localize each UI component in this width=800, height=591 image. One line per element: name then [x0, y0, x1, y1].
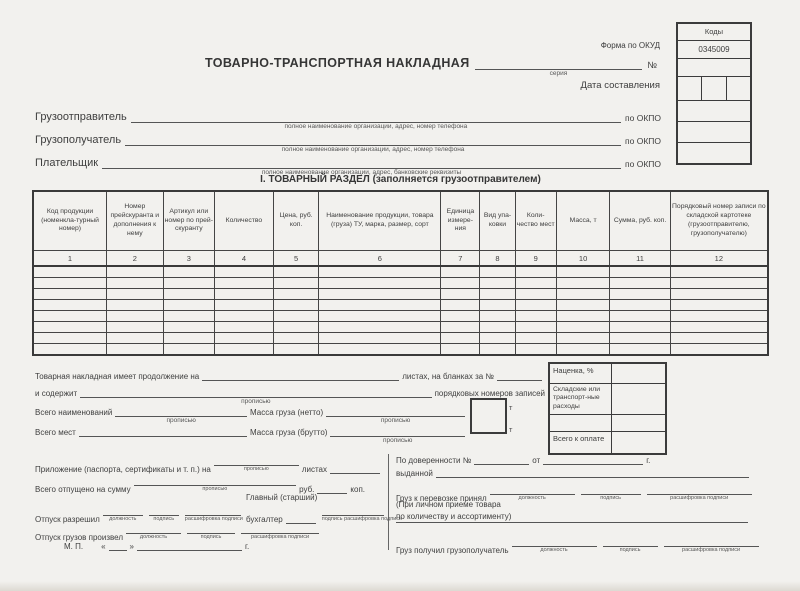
- stamp-year-label: г.: [245, 542, 250, 551]
- goods-empty-row: [33, 300, 768, 311]
- title-row: [205, 56, 657, 77]
- date-of-issue-label: Дата составления: [580, 80, 660, 91]
- okpo-code-cell-3: [678, 142, 750, 163]
- position-caption: должность: [518, 495, 546, 501]
- goods-empty-cell: [33, 289, 107, 300]
- goods-empty-cell: [273, 300, 319, 311]
- goods-empty-cell: [556, 300, 610, 311]
- goods-empty-cell: [441, 300, 480, 311]
- goods-col-header: Коли-чество мест: [515, 191, 556, 251]
- goods-empty-cell: [33, 344, 107, 356]
- goods-empty-cell: [610, 278, 670, 289]
- signature-line: [149, 506, 179, 516]
- goods-empty-cell: [515, 300, 556, 311]
- signatures-block: [0, 452, 800, 562]
- mass-gross-line: [330, 426, 465, 444]
- section-divider: [388, 454, 389, 550]
- goods-empty-cell: [441, 322, 480, 333]
- goods-col-header: Сумма, руб. коп.: [610, 191, 670, 251]
- storage-row: [550, 383, 665, 414]
- total-names-line: [115, 406, 247, 424]
- goods-empty-cell: [107, 300, 164, 311]
- waybill-number-line: [475, 57, 643, 77]
- goods-empty-cell: [670, 289, 768, 300]
- goods-empty-cell: [441, 344, 480, 356]
- received-decode-field: [664, 537, 759, 555]
- chief-accountant-row: [246, 506, 403, 524]
- received-label: Груз получил грузополучатель: [396, 545, 509, 555]
- number-code-cell: [678, 58, 750, 76]
- stamp-row: [64, 540, 249, 551]
- signature-caption: подпись: [600, 495, 622, 501]
- accepted-decode-field: [647, 485, 752, 503]
- goods-col-number: 5: [273, 251, 319, 267]
- goods-empty-cell: [319, 311, 441, 322]
- goods-col-number: 10: [556, 251, 610, 267]
- goods-empty-cell: [670, 278, 768, 289]
- storage-label: Складские или транспорт-ные расходы: [550, 384, 612, 414]
- signature-line: [187, 524, 235, 534]
- contains-line: [80, 387, 431, 405]
- total-due-label: Всего к оплате: [550, 432, 612, 453]
- goods-empty-cell: [33, 333, 107, 344]
- goods-col-header: Единица измере-ния: [441, 191, 480, 251]
- total-names-label: Всего наименований: [35, 408, 113, 417]
- goods-empty-cell: [670, 266, 768, 278]
- consignor-label: Грузоотправитель: [35, 111, 127, 123]
- goods-empty-cell: [107, 333, 164, 344]
- goods-empty-cell: [556, 289, 610, 300]
- poa-label: По доверенности №: [396, 456, 472, 465]
- release-allowed-row: [35, 506, 244, 524]
- okpo-code-cell-2: [678, 121, 750, 142]
- blank-row: [550, 414, 665, 431]
- released-sum-row: [35, 476, 365, 494]
- payer-caption: полное наименование организации, адрес, банковские реквизиты: [261, 169, 462, 176]
- goods-empty-cell: [215, 266, 274, 278]
- quote-close: »: [129, 542, 134, 551]
- goods-header-row: [33, 191, 768, 251]
- okpo-label-1: по ОКПО: [625, 113, 661, 123]
- position-line: [512, 537, 597, 547]
- quote-open: «: [101, 542, 106, 551]
- decode-line: [647, 485, 752, 495]
- total-names-row: [35, 406, 468, 424]
- sheets-label: листах: [301, 464, 327, 474]
- goods-empty-row: [33, 289, 768, 300]
- goods-empty-cell: [319, 289, 441, 300]
- goods-empty-cell: [107, 266, 164, 278]
- contains-label: и содержит: [35, 389, 78, 398]
- rub-label: руб.: [299, 484, 315, 494]
- goods-empty-cell: [515, 333, 556, 344]
- goods-empty-cell: [610, 289, 670, 300]
- release-allowed-label: Отпуск разрешил: [35, 514, 100, 524]
- position-caption: должность: [139, 534, 168, 540]
- goods-empty-cell: [441, 278, 480, 289]
- goods-empty-cell: [163, 289, 214, 300]
- stamp-label: М. П.: [64, 542, 84, 551]
- goods-empty-cell: [107, 311, 164, 322]
- continuation-label-1: Товарная накладная имеет продолжение на: [35, 372, 200, 381]
- date-cell-year: [727, 77, 750, 100]
- date-code-cells: [678, 76, 750, 100]
- issued-label: выданной: [396, 469, 433, 478]
- consignor-row: [35, 100, 661, 130]
- goods-table: [32, 190, 769, 356]
- continuation-number-line: [497, 370, 542, 381]
- goods-empty-row: [33, 311, 768, 322]
- goods-empty-row: [33, 266, 768, 278]
- totals-block: [32, 358, 769, 454]
- total-names-cell: [35, 406, 250, 424]
- goods-empty-cell: [273, 289, 319, 300]
- okpo-code-cell-1: [678, 100, 750, 121]
- poa-year-label: г.: [646, 456, 651, 465]
- goods-col-number: 11: [610, 251, 670, 267]
- release-allowed-position-field: [103, 506, 143, 524]
- okpo-label-3: по ОКПО: [625, 159, 661, 169]
- chief-accountant-label-2: бухгалтер: [246, 514, 283, 524]
- goods-number-row: [33, 251, 768, 267]
- goods-empty-cell: [163, 333, 214, 344]
- goods-empty-row: [33, 344, 768, 356]
- goods-empty-cell: [480, 300, 515, 311]
- codes-table: [676, 22, 752, 165]
- goods-empty-cell: [441, 266, 480, 278]
- goods-col-number: 1: [33, 251, 107, 267]
- records-label: порядковых номеров записей: [434, 389, 545, 398]
- goods-empty-cell: [163, 300, 214, 311]
- goods-empty-cell: [670, 311, 768, 322]
- storage-value-cell: [612, 384, 665, 414]
- markup-row: [550, 364, 665, 383]
- goods-col-number: 6: [319, 251, 441, 267]
- total-places-row: [35, 426, 468, 444]
- goods-col-number: 12: [670, 251, 768, 267]
- goods-col-number: 8: [480, 251, 515, 267]
- goods-empty-cell: [515, 344, 556, 356]
- goods-empty-cell: [480, 322, 515, 333]
- form-title: ТОВАРНО-ТРАНСПОРТНАЯ НАКЛАДНАЯ: [205, 56, 470, 70]
- goods-empty-cell: [610, 322, 670, 333]
- propisyu-caption-3: прописью: [380, 417, 411, 424]
- goods-empty-cell: [163, 344, 214, 356]
- received-position-field: [512, 537, 597, 555]
- decode-line: [185, 506, 241, 516]
- goods-col-number: 2: [107, 251, 164, 267]
- goods-empty-cell: [319, 278, 441, 289]
- propisyu-caption-6: прописью: [202, 486, 228, 492]
- goods-empty-cell: [107, 344, 164, 356]
- signature-caption: подпись: [619, 547, 641, 553]
- received-signature-field: [603, 537, 658, 555]
- goods-col-header: Масса, т: [556, 191, 610, 251]
- goods-empty-cell: [107, 322, 164, 333]
- goods-empty-cell: [163, 311, 214, 322]
- goods-empty-cell: [163, 278, 214, 289]
- goods-empty-cell: [441, 311, 480, 322]
- kop-label: коп.: [350, 484, 365, 494]
- personal-note-line-1: (При личном приеме товара: [396, 500, 501, 509]
- goods-col-header: Порядковый номер записи по складской картотеке (грузоотправителю, грузополучателю): [670, 191, 768, 251]
- sheets-line: [330, 463, 380, 474]
- consignor-line: [131, 109, 621, 130]
- goods-empty-cell: [515, 311, 556, 322]
- goods-empty-cell: [480, 333, 515, 344]
- consignee-line: [125, 132, 621, 153]
- section-1-title: I. ТОВАРНЫЙ РАЗДЕЛ (заполняется грузоотправителем): [260, 174, 541, 185]
- propisyu-caption-2: прописью: [166, 417, 196, 424]
- rub-line: [317, 483, 347, 494]
- goods-empty-row: [33, 333, 768, 344]
- mass-gross-label: Масса груза (брутто): [250, 428, 328, 437]
- goods-col-header: Количество: [215, 191, 274, 251]
- attachment-label: Приложение (паспорта, сертификаты и т. п.) на: [35, 464, 211, 474]
- total-places-cell: [35, 426, 250, 437]
- goods-empty-cell: [33, 300, 107, 311]
- released-sum-field: [134, 476, 297, 494]
- goods-empty-cell: [273, 333, 319, 344]
- release-allowed-signature-field: [149, 506, 179, 524]
- goods-empty-cell: [33, 322, 107, 333]
- attachment-field: [214, 456, 299, 474]
- goods-empty-cell: [215, 278, 274, 289]
- goods-empty-cell: [319, 344, 441, 356]
- total-due-value-cell: [612, 432, 665, 453]
- decode-caption: расшифровка подписи: [184, 516, 243, 522]
- goods-empty-cell: [215, 333, 274, 344]
- scan-edge: [0, 581, 800, 591]
- goods-empty-cell: [480, 266, 515, 278]
- blank-value-cell: [612, 415, 665, 431]
- stamp-month-line: [137, 540, 242, 551]
- accepted-label: Груз к перевозке принял: [396, 493, 487, 503]
- signature-caption: подпись: [153, 516, 175, 522]
- continuation-row: [35, 370, 545, 381]
- goods-empty-cell: [610, 311, 670, 322]
- goods-empty-cell: [610, 333, 670, 344]
- payer-label: Плательщик: [35, 157, 99, 169]
- date-cell-day: [678, 77, 702, 100]
- form-okud-label: Форма по ОКУД: [600, 41, 660, 50]
- released-sum-label: Всего отпущено на сумму: [35, 484, 131, 494]
- goods-empty-cell: [215, 289, 274, 300]
- goods-empty-row: [33, 322, 768, 333]
- goods-empty-cell: [215, 344, 274, 356]
- goods-empty-cell: [515, 289, 556, 300]
- poa-row: [396, 454, 650, 465]
- goods-empty-cell: [273, 322, 319, 333]
- decode-line: [241, 524, 319, 534]
- goods-empty-cell: [480, 311, 515, 322]
- position-line: [103, 506, 143, 516]
- goods-empty-cell: [515, 322, 556, 333]
- signature-line: [286, 514, 316, 524]
- decode-caption: расшифровка подписи: [682, 547, 741, 553]
- markup-value-cell: [612, 364, 665, 383]
- mass-net-label: Масса груза (нетто): [250, 408, 324, 417]
- decode-caption: расшифровка подписи: [670, 495, 729, 501]
- goods-col-header: Цена, руб. коп.: [273, 191, 319, 251]
- goods-empty-cell: [441, 333, 480, 344]
- markup-label: Наценка, %: [550, 364, 612, 383]
- number-sign: №: [647, 60, 657, 70]
- signature-line: [603, 537, 658, 547]
- okpo-label-2: по ОКПО: [625, 136, 661, 146]
- goods-empty-cell: [556, 333, 610, 344]
- position-caption: должность: [109, 516, 137, 522]
- goods-empty-cell: [163, 266, 214, 278]
- goods-empty-cell: [319, 300, 441, 311]
- total-due-row: [550, 431, 665, 453]
- payer-line: [102, 155, 621, 176]
- goods-empty-cell: [610, 266, 670, 278]
- goods-empty-cell: [273, 344, 319, 356]
- release-allowed-decode-field: [185, 506, 241, 524]
- goods-empty-cell: [319, 266, 441, 278]
- codes-header: Коды: [704, 27, 724, 36]
- decode-line: [664, 537, 759, 547]
- goods-empty-cell: [610, 300, 670, 311]
- parties-block: [35, 100, 661, 176]
- contains-row: [35, 387, 545, 405]
- goods-empty-cell: [556, 266, 610, 278]
- goods-col-header: Номер прейскуранта и дополнения к нему: [107, 191, 164, 251]
- issued-line: [436, 467, 749, 478]
- date-cell-month: [702, 77, 726, 100]
- goods-empty-cell: [480, 278, 515, 289]
- received-row: [396, 537, 762, 555]
- series-caption: серия: [549, 70, 568, 77]
- decode-line: [322, 506, 384, 516]
- goods-empty-cell: [480, 289, 515, 300]
- goods-col-number: 7: [441, 251, 480, 267]
- goods-empty-cell: [215, 300, 274, 311]
- goods-empty-cell: [670, 300, 768, 311]
- sig-decode-caption: подпись расшифровка подписи: [321, 516, 403, 522]
- propisyu-caption-5: прописью: [243, 466, 269, 472]
- goods-empty-cell: [33, 266, 107, 278]
- consignee-label: Грузополучатель: [35, 134, 122, 146]
- goods-empty-row: [33, 278, 768, 289]
- attachment-row: [35, 456, 383, 474]
- propisyu-caption-1: прописью: [241, 398, 271, 405]
- poa-date-line: [543, 454, 643, 465]
- released-sum-line: [134, 476, 297, 486]
- goods-empty-cell: [556, 311, 610, 322]
- goods-col-header: Артикул или номер по прей-скуранту: [163, 191, 214, 251]
- accepted-signature-field: [581, 485, 641, 503]
- poa-number-line: [474, 454, 529, 465]
- goods-empty-cell: [33, 278, 107, 289]
- total-places-line: [79, 426, 247, 437]
- goods-empty-cell: [163, 322, 214, 333]
- chief-accountant-label-1: Главный (старший): [246, 493, 318, 502]
- goods-col-header: Наименование продукции, товара (груза) ТУ, марка, размер, сорт: [319, 191, 441, 251]
- position-caption: должность: [540, 547, 568, 553]
- goods-empty-cell: [107, 289, 164, 300]
- goods-empty-cell: [556, 344, 610, 356]
- goods-empty-cell: [515, 266, 556, 278]
- tonnage-box: [470, 398, 507, 434]
- goods-empty-cell: [33, 311, 107, 322]
- ton-mark-net: т: [509, 403, 513, 412]
- surcharge-table: [548, 362, 667, 455]
- goods-empty-cell: [480, 344, 515, 356]
- signature-line: [581, 485, 641, 495]
- goods-col-number: 9: [515, 251, 556, 267]
- position-line: [490, 485, 575, 495]
- mass-net-line: [326, 406, 465, 424]
- consignor-caption: полное наименование организации, адрес, номер телефона: [284, 123, 468, 130]
- goods-empty-cell: [670, 322, 768, 333]
- release-made-label: Отпуск грузов произвел: [35, 532, 124, 542]
- goods-empty-cell: [273, 278, 319, 289]
- goods-empty-cell: [319, 333, 441, 344]
- goods-col-number: 4: [215, 251, 274, 267]
- goods-empty-cell: [273, 266, 319, 278]
- goods-body: [33, 266, 768, 355]
- continuation-sheets-line: [202, 370, 399, 381]
- accountant-signature-field: [286, 514, 316, 524]
- goods-empty-cell: [515, 278, 556, 289]
- goods-empty-cell: [670, 333, 768, 344]
- personal-note-line-2: по количеству и ассортименту): [396, 512, 512, 521]
- signature-caption: подпись: [200, 534, 222, 540]
- poa-from-label: от: [532, 456, 541, 465]
- ton-mark-gross: т: [509, 425, 513, 434]
- goods-empty-cell: [670, 344, 768, 356]
- consignee-caption: полное наименование организации, адрес, номер телефона: [281, 146, 465, 153]
- accountant-decode-field: [321, 506, 403, 524]
- position-line: [126, 524, 181, 534]
- goods-empty-cell: [441, 289, 480, 300]
- goods-col-header: Вид упа-ковки: [480, 191, 515, 251]
- issued-row: [396, 467, 752, 478]
- goods-empty-cell: [319, 322, 441, 333]
- goods-empty-cell: [107, 278, 164, 289]
- accepted-position-field: [490, 485, 575, 503]
- decode-caption: расшифровка подписи: [251, 534, 310, 540]
- goods-empty-cell: [273, 311, 319, 322]
- goods-col-header: Код продукции (номенкла-турный номер): [33, 191, 107, 251]
- total-places-label: Всего мест: [35, 428, 76, 437]
- blank-label-cell: [550, 415, 612, 431]
- release-made-decode-field: [241, 524, 319, 542]
- stamp-day-line: [109, 540, 127, 551]
- goods-empty-cell: [610, 344, 670, 356]
- personal-note-line: [396, 522, 748, 523]
- continuation-label-2: листах, на бланках за №: [402, 372, 494, 381]
- goods-empty-cell: [556, 278, 610, 289]
- attachment-line: [214, 456, 299, 466]
- goods-empty-cell: [215, 322, 274, 333]
- goods-empty-cell: [215, 311, 274, 322]
- goods-empty-cell: [556, 322, 610, 333]
- okud-code-value: 0345009: [678, 40, 750, 58]
- goods-col-number: 3: [163, 251, 214, 267]
- propisyu-caption-4: прописью: [383, 437, 413, 444]
